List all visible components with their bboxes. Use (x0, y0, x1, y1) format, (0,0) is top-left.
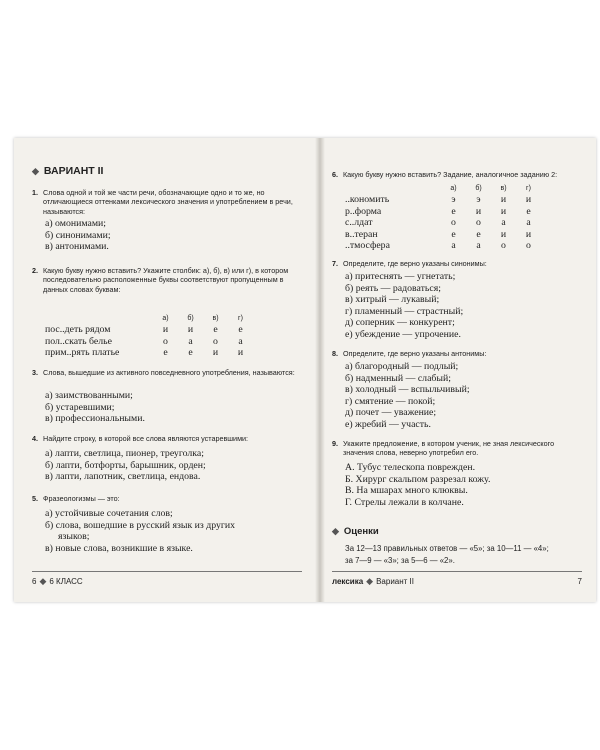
option: г) пламенный — страстный; (345, 305, 464, 317)
footer-rule (32, 571, 302, 572)
option: е) жребий — участь. (345, 418, 431, 430)
question-number: 9. (332, 439, 338, 448)
question-text: Определите, где верно указаны синонимы: (343, 259, 487, 268)
right-page (332, 138, 582, 602)
option: б) устаревшими; (45, 401, 115, 413)
question-text: Слова одной и той же части речи, обозначающие одно и то же, но отличающиеся оттенками лексического значения и употреблением в речи, называются: (43, 188, 293, 216)
table-row: пол..скать белье о а о а (45, 335, 243, 347)
q1-options (45, 218, 111, 253)
option: в) новые слова, возникшие в языке. (45, 542, 193, 554)
option: е) убеждение — упрочение. (345, 328, 461, 340)
option: в) профессиональными. (45, 413, 145, 425)
option: а) притеснять — угнетать; (345, 271, 456, 282)
question-9 (332, 439, 582, 458)
footer-rule (332, 571, 582, 572)
q8-options (345, 361, 470, 431)
grades-heading (332, 526, 379, 537)
table-header: а) б) в) г) (450, 185, 531, 192)
table-header: а) б) в) г) (162, 315, 243, 322)
variant-title: ВАРИАНТ II (43, 165, 104, 177)
q4-options (45, 448, 206, 483)
q7-options (345, 271, 463, 341)
q2-table (45, 314, 253, 359)
option: д) почет — уважение; (345, 407, 437, 419)
question-number: 6. (332, 170, 338, 179)
question-5 (32, 494, 308, 503)
table-row: пос..деть рядом и и е е (45, 324, 243, 335)
question-number: 3. (32, 368, 38, 377)
option: б) синонимами; (45, 229, 111, 241)
left-footer (32, 576, 83, 587)
question-text: Найдите строку, в которой все слова являются устаревшими: (43, 434, 249, 443)
option: языков; (58, 531, 90, 543)
q9-options (345, 462, 490, 508)
q5-options (45, 508, 235, 554)
option: б) слова, вошедшие в русский язык из других (45, 519, 236, 531)
option: в) хитрый — лукавый; (345, 294, 440, 306)
option: а) заимствованными; (45, 390, 133, 401)
question-text: Какую букву нужно вставить? Укажите столбик: а), б), в) или г), в котором последовательно расположенные буквы соответствуют пропущенным в данных словах буквам: (43, 266, 289, 294)
grades-line: За 12—13 правильных ответов — «5»; за 10—11 — «4»; (345, 544, 549, 553)
table-row: с..лдат о о а а (345, 217, 531, 229)
table-row: ..кономить э э и и (345, 194, 532, 205)
q3-options (45, 390, 145, 425)
question-text: Укажите предложение, в котором ученик, не зная лексического значения слова, неверно употребил его. (343, 439, 555, 458)
option: а) лапти, светлица, пионер, треуголка; (45, 448, 204, 459)
option: а) устойчивые сочетания слов; (45, 508, 173, 519)
question-number: 7. (332, 259, 338, 268)
section-label: лексика (332, 577, 364, 586)
option: Г. Стрелы лежали в колчане. (345, 496, 464, 508)
question-number: 1. (32, 188, 38, 197)
question-1 (32, 188, 308, 216)
option: Б. Хирург скальпом разрезал кожу. (345, 473, 491, 485)
variant-label: Вариант II (376, 577, 414, 586)
question-number: 8. (332, 349, 338, 358)
diamond-icon: ◆ (32, 165, 39, 176)
question-7 (332, 259, 582, 268)
table-row: р..форма е и и е (345, 205, 531, 217)
grades-title: Оценки (343, 526, 379, 537)
option: а) благородный — подлый; (345, 361, 459, 372)
option: в) холодный — вспыльчивый; (345, 384, 470, 396)
question-8 (332, 349, 582, 358)
q6-table (345, 184, 541, 252)
question-6 (332, 170, 582, 179)
option: б) надменный — слабый; (345, 372, 451, 384)
variant-heading (32, 165, 103, 177)
question-number: 4. (32, 434, 38, 443)
question-2 (32, 266, 308, 294)
option: а) омонимами; (45, 218, 107, 229)
page-number: 7 (577, 577, 582, 586)
option: А. Тубус телескопа поврежден. (345, 462, 476, 473)
diamond-icon: ◆ (366, 576, 374, 586)
diamond-icon: ◆ (39, 576, 47, 586)
diamond-icon: ◆ (332, 526, 339, 536)
option: д) соперник — конкурент; (345, 317, 455, 329)
question-text: Фразеологизмы — это: (43, 494, 120, 503)
book-gutter (315, 138, 325, 602)
question-3 (32, 368, 308, 377)
open-book (14, 138, 596, 602)
left-page (32, 138, 308, 602)
question-number: 2. (32, 266, 38, 275)
table-row: в..теран е е и и (345, 228, 532, 240)
option: г) смятение — покой; (345, 395, 436, 407)
grades-line: за 7—9 — «3»; за 5—6 — «2». (345, 556, 455, 565)
grades-text (345, 543, 582, 567)
question-text: Определите, где верно указаны антонимы: (343, 349, 487, 358)
right-footer (332, 576, 582, 587)
page-number: 6 (32, 577, 37, 586)
option: В. На мшарах много клюквы. (345, 485, 468, 497)
table-row: прим..рять платье е е и и (45, 347, 244, 359)
option: в) антонимами. (45, 241, 109, 253)
table-row: ..тмосфера а а о о (345, 240, 531, 252)
option: в) лапти, лапотник, светлица, ендова. (45, 471, 201, 483)
option: б) реять — радоваться; (345, 282, 441, 294)
grade-label: 6 КЛАСС (49, 577, 83, 586)
question-text: Слова, вышедшие из активного повседневного употребления, называются: (43, 368, 295, 377)
option: б) лапти, ботфорты, барышник, орден; (45, 459, 206, 471)
question-number: 5. (32, 494, 38, 503)
question-text: Какую букву нужно вставить? Задание, аналогичное заданию 2: (343, 170, 558, 179)
question-4 (32, 434, 308, 443)
